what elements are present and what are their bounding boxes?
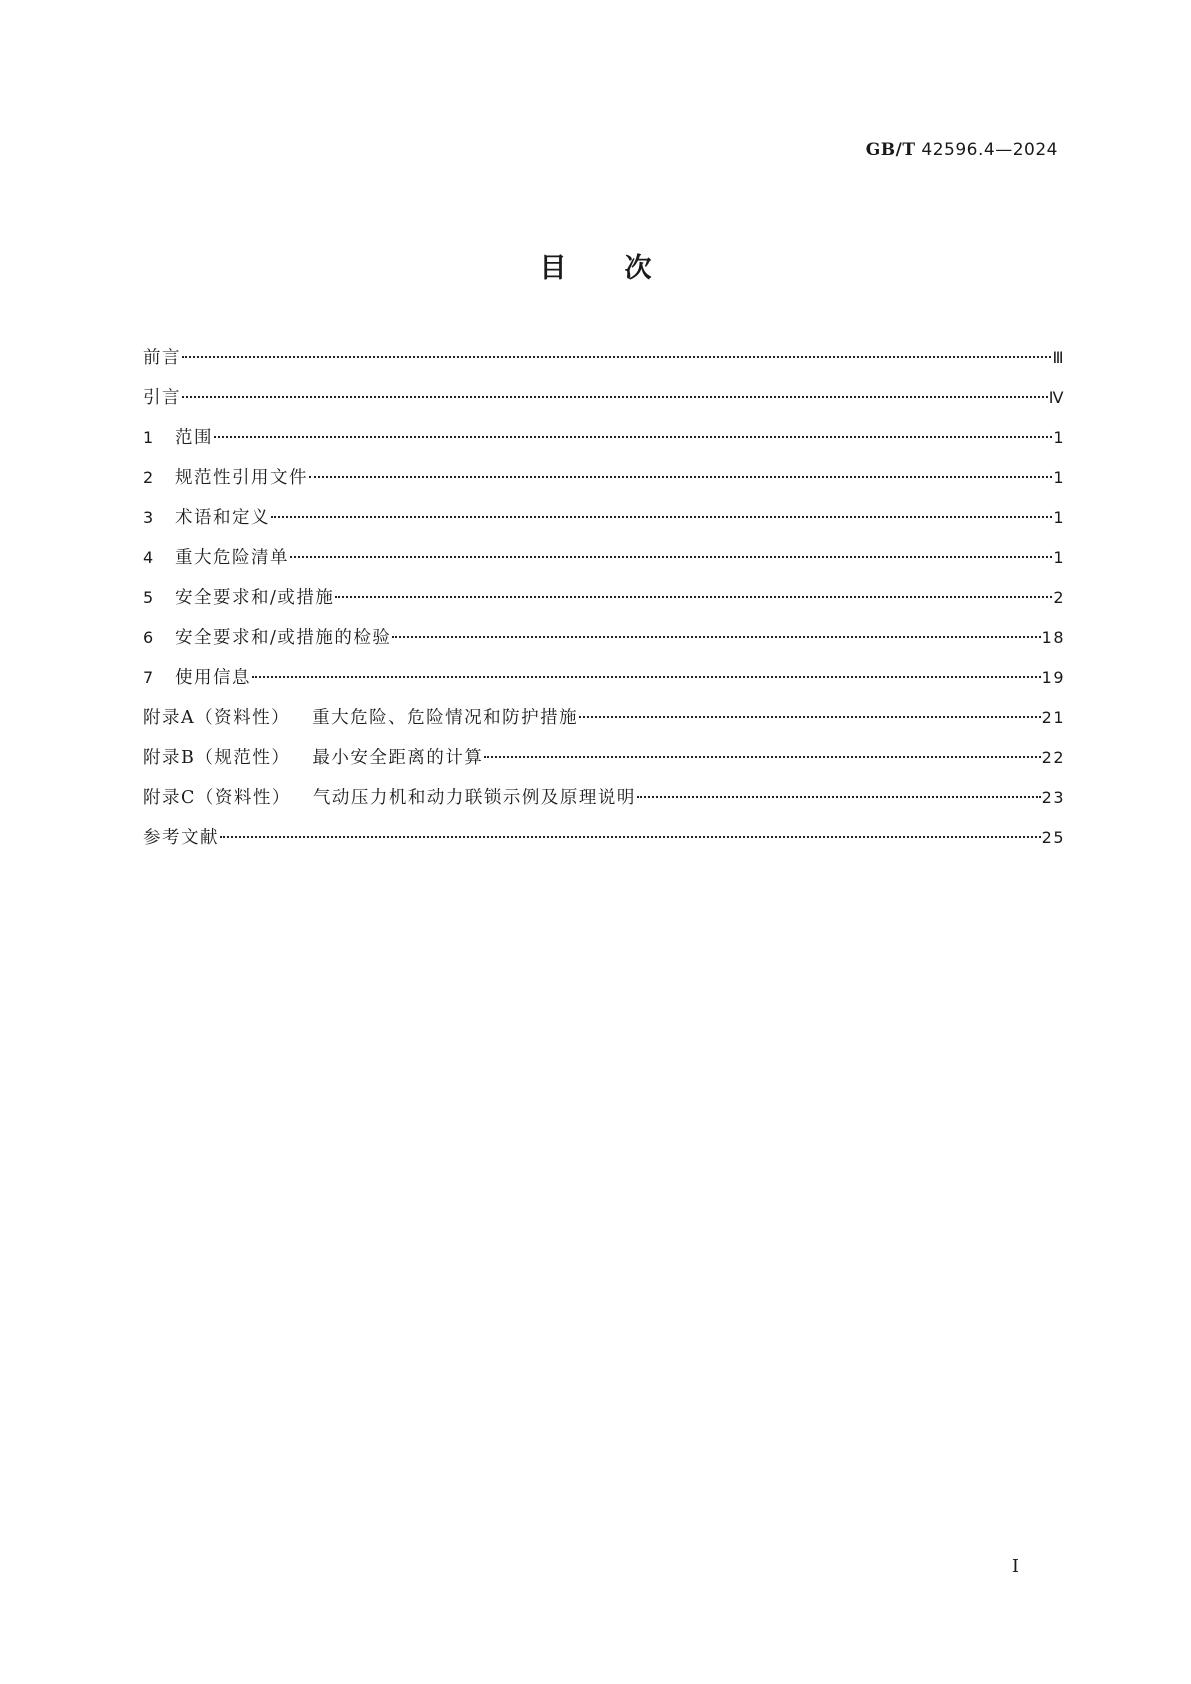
toc-entry-clause-5[interactable]	[143, 584, 1065, 624]
dot-leader	[252, 676, 1041, 678]
toc-page-number: 22	[1041, 748, 1065, 767]
toc-entry-text: 参考文献	[143, 828, 219, 848]
toc-entry-text: 引言	[143, 388, 181, 408]
dot-leader	[214, 436, 1052, 438]
toc-page-number: 1	[1053, 508, 1065, 527]
page-title: 目次	[539, 253, 710, 284]
toc-entry-text: 前言	[143, 348, 181, 368]
dot-leader	[271, 516, 1052, 518]
dot-leader	[182, 356, 1051, 358]
dot-leader	[484, 756, 1040, 758]
toc-entry-text: 最小安全距离的计算	[312, 748, 484, 768]
toc-entry-text: 重大危险、危险情况和防护措施	[312, 708, 579, 728]
toc-entry-text: 安全要求和/或措施的检验	[175, 628, 392, 648]
toc-clause-number: 4	[143, 548, 155, 567]
toc-page-number: 1	[1053, 428, 1065, 447]
toc-page-number: 18	[1041, 628, 1065, 647]
toc-entry-clause-7[interactable]	[143, 664, 1065, 704]
toc-entry-foreword[interactable]	[143, 344, 1065, 384]
toc-page-number: Ⅲ	[1052, 348, 1065, 367]
page-number: I	[1011, 1556, 1019, 1577]
toc-page-number: 25	[1041, 828, 1065, 847]
toc-entry-text: 重大危险清单	[175, 548, 289, 568]
toc-entry-text: 安全要求和/或措施	[175, 588, 335, 608]
dot-leader	[309, 476, 1052, 478]
dot-leader	[335, 596, 1052, 598]
toc-clause-number: 5	[143, 588, 155, 607]
toc-entry-introduction[interactable]	[143, 384, 1065, 424]
annex-label: 附录A（资料性）	[143, 708, 291, 728]
toc-entry-annex-a[interactable]	[143, 704, 1065, 744]
table-of-contents	[143, 344, 1065, 864]
toc-entry-text: 规范性引用文件	[175, 468, 308, 488]
dot-leader	[220, 836, 1041, 838]
dot-leader	[290, 556, 1052, 558]
toc-clause-number: 1	[143, 428, 155, 447]
toc-clause-number: 6	[143, 628, 155, 647]
standard-number: 42596.4—2024	[921, 140, 1058, 160]
toc-entry-text: 使用信息	[175, 668, 251, 688]
toc-page-number: 2	[1053, 588, 1065, 607]
toc-clause-number: 7	[143, 668, 155, 687]
toc-page-number: 19	[1041, 668, 1065, 687]
toc-entry-clause-4[interactable]	[143, 544, 1065, 584]
toc-entry-clause-6[interactable]	[143, 624, 1065, 664]
toc-page-number: 21	[1041, 708, 1065, 727]
dot-leader	[579, 716, 1041, 718]
annex-label: 附录C（资料性）	[143, 788, 291, 808]
toc-entry-text: 气动压力机和动力联锁示例及原理说明	[312, 788, 636, 808]
toc-entry-clause-1[interactable]	[143, 424, 1065, 464]
toc-entry-annex-c[interactable]	[143, 784, 1065, 824]
toc-entry-text: 术语和定义	[175, 508, 270, 528]
toc-entry-bibliography[interactable]	[143, 824, 1065, 864]
dot-leader	[182, 396, 1048, 398]
toc-entry-clause-3[interactable]	[143, 504, 1065, 544]
toc-clause-number: 2	[143, 468, 155, 487]
standard-code	[866, 140, 1058, 160]
toc-clause-number: 3	[143, 508, 155, 527]
dot-leader	[637, 796, 1041, 798]
toc-page-number: 1	[1053, 468, 1065, 487]
annex-label: 附录B（规范性）	[143, 748, 291, 768]
toc-page-number: 23	[1041, 788, 1065, 807]
toc-page-number: 1	[1053, 548, 1065, 567]
toc-entry-annex-b[interactable]	[143, 744, 1065, 784]
standard-prefix: GB/T	[865, 140, 916, 160]
toc-page-number: Ⅳ	[1048, 388, 1065, 407]
toc-entry-clause-2[interactable]	[143, 464, 1065, 504]
dot-leader	[392, 636, 1040, 638]
toc-entry-text: 范围	[175, 428, 213, 448]
